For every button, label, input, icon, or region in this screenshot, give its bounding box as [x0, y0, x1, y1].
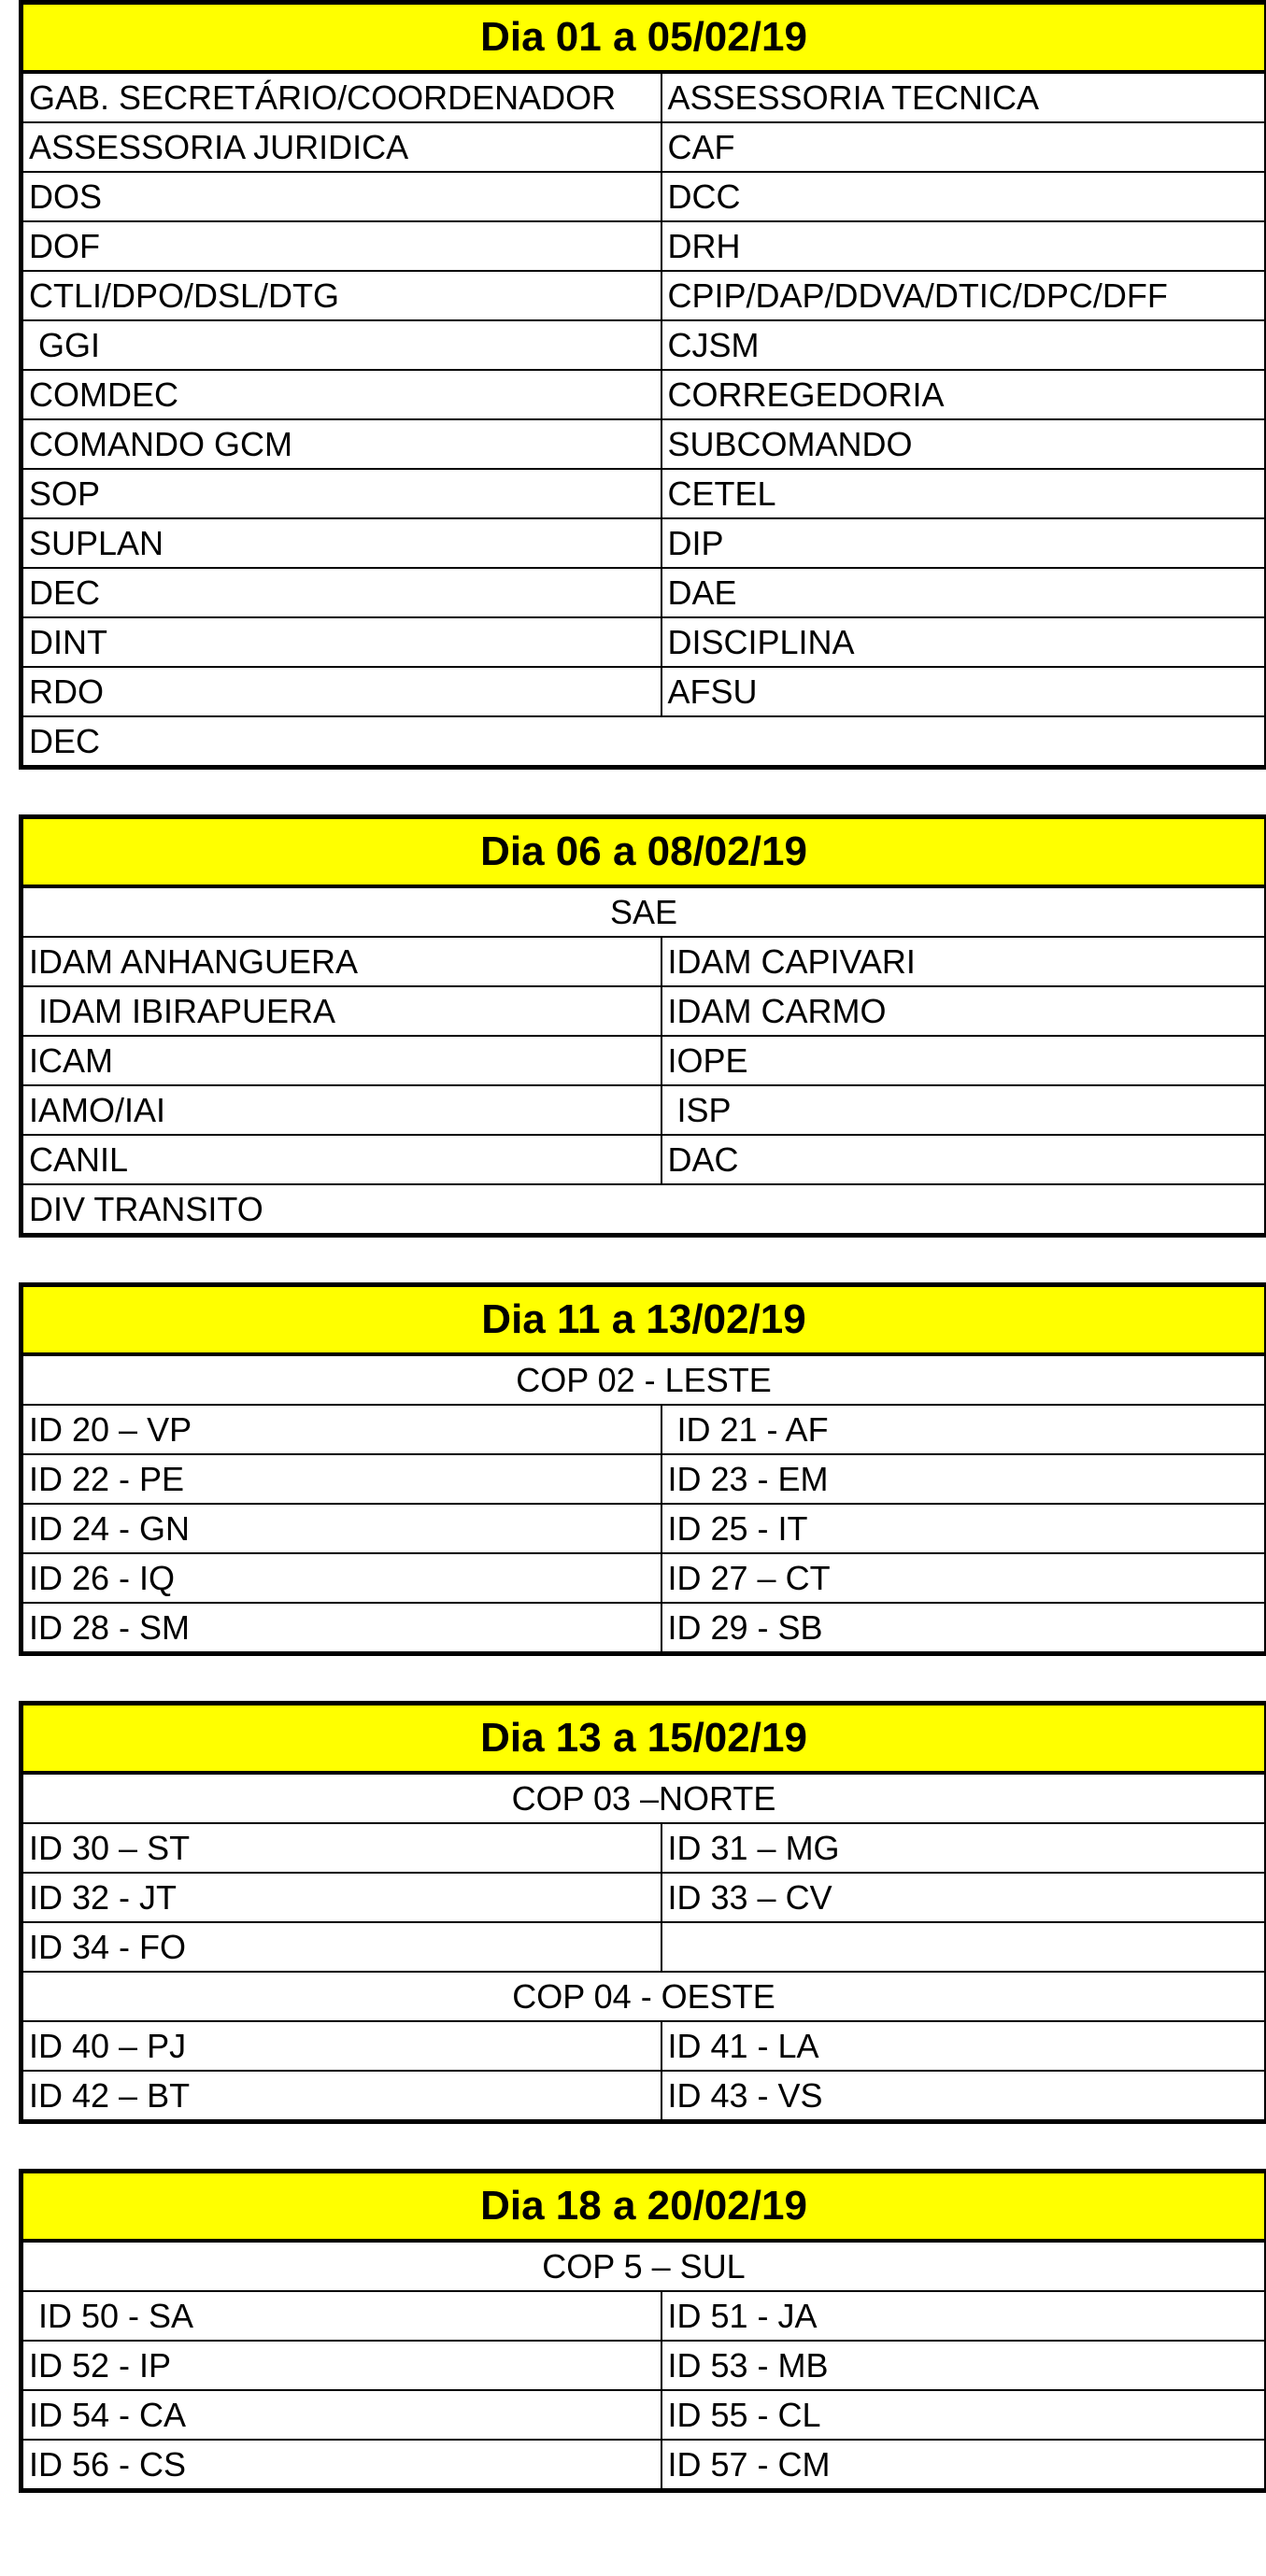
block-header-row	[21, 1704, 1266, 1774]
unit-cell-left: ID 24 - GN	[21, 1504, 661, 1553]
block-date-header: Dia 11 a 13/02/19	[21, 1285, 1266, 1355]
group-heading-cell: COP 02 - LESTE	[21, 1354, 1266, 1405]
unit-cell-right: DISCIPLINA	[661, 617, 1266, 667]
block-date-header: Dia 13 a 15/02/19	[21, 1704, 1266, 1774]
table-row	[21, 518, 1266, 568]
group-heading-cell: COP 03 –NORTE	[21, 1773, 1266, 1823]
unit-cell-right: CPIP/DAP/DDVA/DTIC/DPC/DFF	[661, 271, 1266, 320]
table-row	[21, 419, 1266, 469]
unit-cell-left: ID 54 - CA	[21, 2390, 661, 2440]
block-date-header: Dia 01 a 05/02/19	[21, 3, 1266, 73]
block-date-header: Dia 06 a 08/02/19	[21, 817, 1266, 887]
unit-cell-left: RDO	[21, 667, 661, 716]
table-row	[21, 937, 1266, 986]
table-row	[21, 1823, 1266, 1873]
unit-cell-left: CTLI/DPO/DSL/DTG	[21, 271, 661, 320]
unit-cell-left: ID 42 – BT	[21, 2071, 661, 2122]
unit-cell-left: IDAM ANHANGUERA	[21, 937, 661, 986]
unit-cell-right: ID 29 - SB	[661, 1603, 1266, 1654]
table-row	[21, 1184, 1266, 1236]
table-row	[21, 1873, 1266, 1922]
block-header-row	[21, 1285, 1266, 1355]
unit-cell-left: ID 40 – PJ	[21, 2021, 661, 2071]
unit-cell-left: SOP	[21, 469, 661, 518]
unit-cell-right	[661, 1922, 1266, 1972]
table-row	[21, 1922, 1266, 1972]
table-row	[21, 1135, 1266, 1184]
table-row	[21, 1085, 1266, 1135]
table-row	[21, 1972, 1266, 2021]
schedule-block	[19, 0, 1266, 770]
unit-cell-left: DEC	[21, 568, 661, 617]
table-row	[21, 2241, 1266, 2291]
table-row	[21, 2071, 1266, 2122]
unit-cell-left: ID 34 - FO	[21, 1922, 661, 1972]
unit-cell-right: ISP	[661, 1085, 1266, 1135]
unit-cell-right: IDAM CARMO	[661, 986, 1266, 1036]
unit-cell-right: ID 31 – MG	[661, 1823, 1266, 1873]
table-row	[21, 667, 1266, 716]
table-row	[21, 221, 1266, 271]
unit-cell-left: ICAM	[21, 1036, 661, 1085]
unit-cell-right: ID 53 - MB	[661, 2341, 1266, 2390]
table-row	[21, 1354, 1266, 1405]
table-row	[21, 986, 1266, 1036]
unit-cell-left: DOF	[21, 221, 661, 271]
unit-cell-right: DIP	[661, 518, 1266, 568]
table-row	[21, 1405, 1266, 1454]
unit-cell-left: ID 32 - JT	[21, 1873, 661, 1922]
unit-cell-right: ID 21 - AF	[661, 1405, 1266, 1454]
unit-cell-left: ID 22 - PE	[21, 1454, 661, 1504]
table-row	[21, 2440, 1266, 2491]
unit-cell: DIV TRANSITO	[21, 1184, 1266, 1236]
table-row	[21, 1504, 1266, 1553]
block-header-row	[21, 3, 1266, 73]
unit-cell-left: ASSESSORIA JURIDICA	[21, 122, 661, 172]
unit-cell-left: IAMO/IAI	[21, 1085, 661, 1135]
unit-cell-left: DOS	[21, 172, 661, 221]
unit-cell-right: ID 41 - LA	[661, 2021, 1266, 2071]
table-row	[21, 1773, 1266, 1823]
table-row	[21, 2390, 1266, 2440]
table-row	[21, 469, 1266, 518]
unit-cell-right: CORREGEDORIA	[661, 370, 1266, 419]
unit-cell-right: ID 43 - VS	[661, 2071, 1266, 2122]
unit-cell-right: DAC	[661, 1135, 1266, 1184]
unit-cell-left: IDAM IBIRAPUERA	[21, 986, 661, 1036]
group-heading-cell: COP 04 - OESTE	[21, 1972, 1266, 2021]
table-row	[21, 2291, 1266, 2341]
unit-cell: DEC	[21, 716, 1266, 768]
unit-cell-right: ID 27 – CT	[661, 1553, 1266, 1603]
table-row	[21, 172, 1266, 221]
table-row	[21, 1553, 1266, 1603]
table-row	[21, 1454, 1266, 1504]
unit-cell-right: IDAM CAPIVARI	[661, 937, 1266, 986]
unit-cell-right: IOPE	[661, 1036, 1266, 1085]
unit-cell-right: CAF	[661, 122, 1266, 172]
unit-cell-left: COMANDO GCM	[21, 419, 661, 469]
unit-cell-left: GGI	[21, 320, 661, 370]
unit-cell-left: ID 20 – VP	[21, 1405, 661, 1454]
table-row	[21, 2341, 1266, 2390]
unit-cell-right: ID 57 - CM	[661, 2440, 1266, 2491]
unit-cell-left: SUPLAN	[21, 518, 661, 568]
unit-cell-right: ASSESSORIA TECNICA	[661, 72, 1266, 122]
table-row	[21, 886, 1266, 937]
group-heading-cell: SAE	[21, 886, 1266, 937]
unit-cell-left: ID 28 - SM	[21, 1603, 661, 1654]
unit-cell-right: ID 23 - EM	[661, 1454, 1266, 1504]
table-row	[21, 617, 1266, 667]
unit-cell-right: ID 33 – CV	[661, 1873, 1266, 1922]
block-date-header: Dia 18 a 20/02/19	[21, 2172, 1266, 2242]
schedule-block	[19, 1282, 1266, 1656]
unit-cell-right: ID 51 - JA	[661, 2291, 1266, 2341]
block-header-row	[21, 2172, 1266, 2242]
unit-cell-left: ID 56 - CS	[21, 2440, 661, 2491]
unit-cell-left: ID 50 - SA	[21, 2291, 661, 2341]
block-header-row	[21, 817, 1266, 887]
table-row	[21, 568, 1266, 617]
unit-cell-left: COMDEC	[21, 370, 661, 419]
unit-cell-right: DRH	[661, 221, 1266, 271]
table-row	[21, 716, 1266, 768]
unit-cell-right: CJSM	[661, 320, 1266, 370]
unit-cell-right: DCC	[661, 172, 1266, 221]
schedule-block	[19, 2169, 1266, 2493]
schedule-block	[19, 1701, 1266, 2124]
unit-cell-left: ID 26 - IQ	[21, 1553, 661, 1603]
schedule-document	[19, 0, 1264, 2538]
unit-cell-left: CANIL	[21, 1135, 661, 1184]
unit-cell-right: ID 25 - IT	[661, 1504, 1266, 1553]
unit-cell-right: DAE	[661, 568, 1266, 617]
unit-cell-left: GAB. SECRETÁRIO/COORDENADOR	[21, 72, 661, 122]
group-heading-cell: COP 5 – SUL	[21, 2241, 1266, 2291]
unit-cell-left: ID 30 – ST	[21, 1823, 661, 1873]
table-row	[21, 2021, 1266, 2071]
table-row	[21, 1036, 1266, 1085]
table-row	[21, 320, 1266, 370]
table-row	[21, 370, 1266, 419]
table-row	[21, 72, 1266, 122]
table-row	[21, 1603, 1266, 1654]
unit-cell-left: DINT	[21, 617, 661, 667]
unit-cell-left: ID 52 - IP	[21, 2341, 661, 2390]
unit-cell-right: ID 55 - CL	[661, 2390, 1266, 2440]
unit-cell-right: AFSU	[661, 667, 1266, 716]
unit-cell-right: CETEL	[661, 469, 1266, 518]
unit-cell-right: SUBCOMANDO	[661, 419, 1266, 469]
table-row	[21, 122, 1266, 172]
schedule-block	[19, 814, 1266, 1238]
table-row	[21, 271, 1266, 320]
